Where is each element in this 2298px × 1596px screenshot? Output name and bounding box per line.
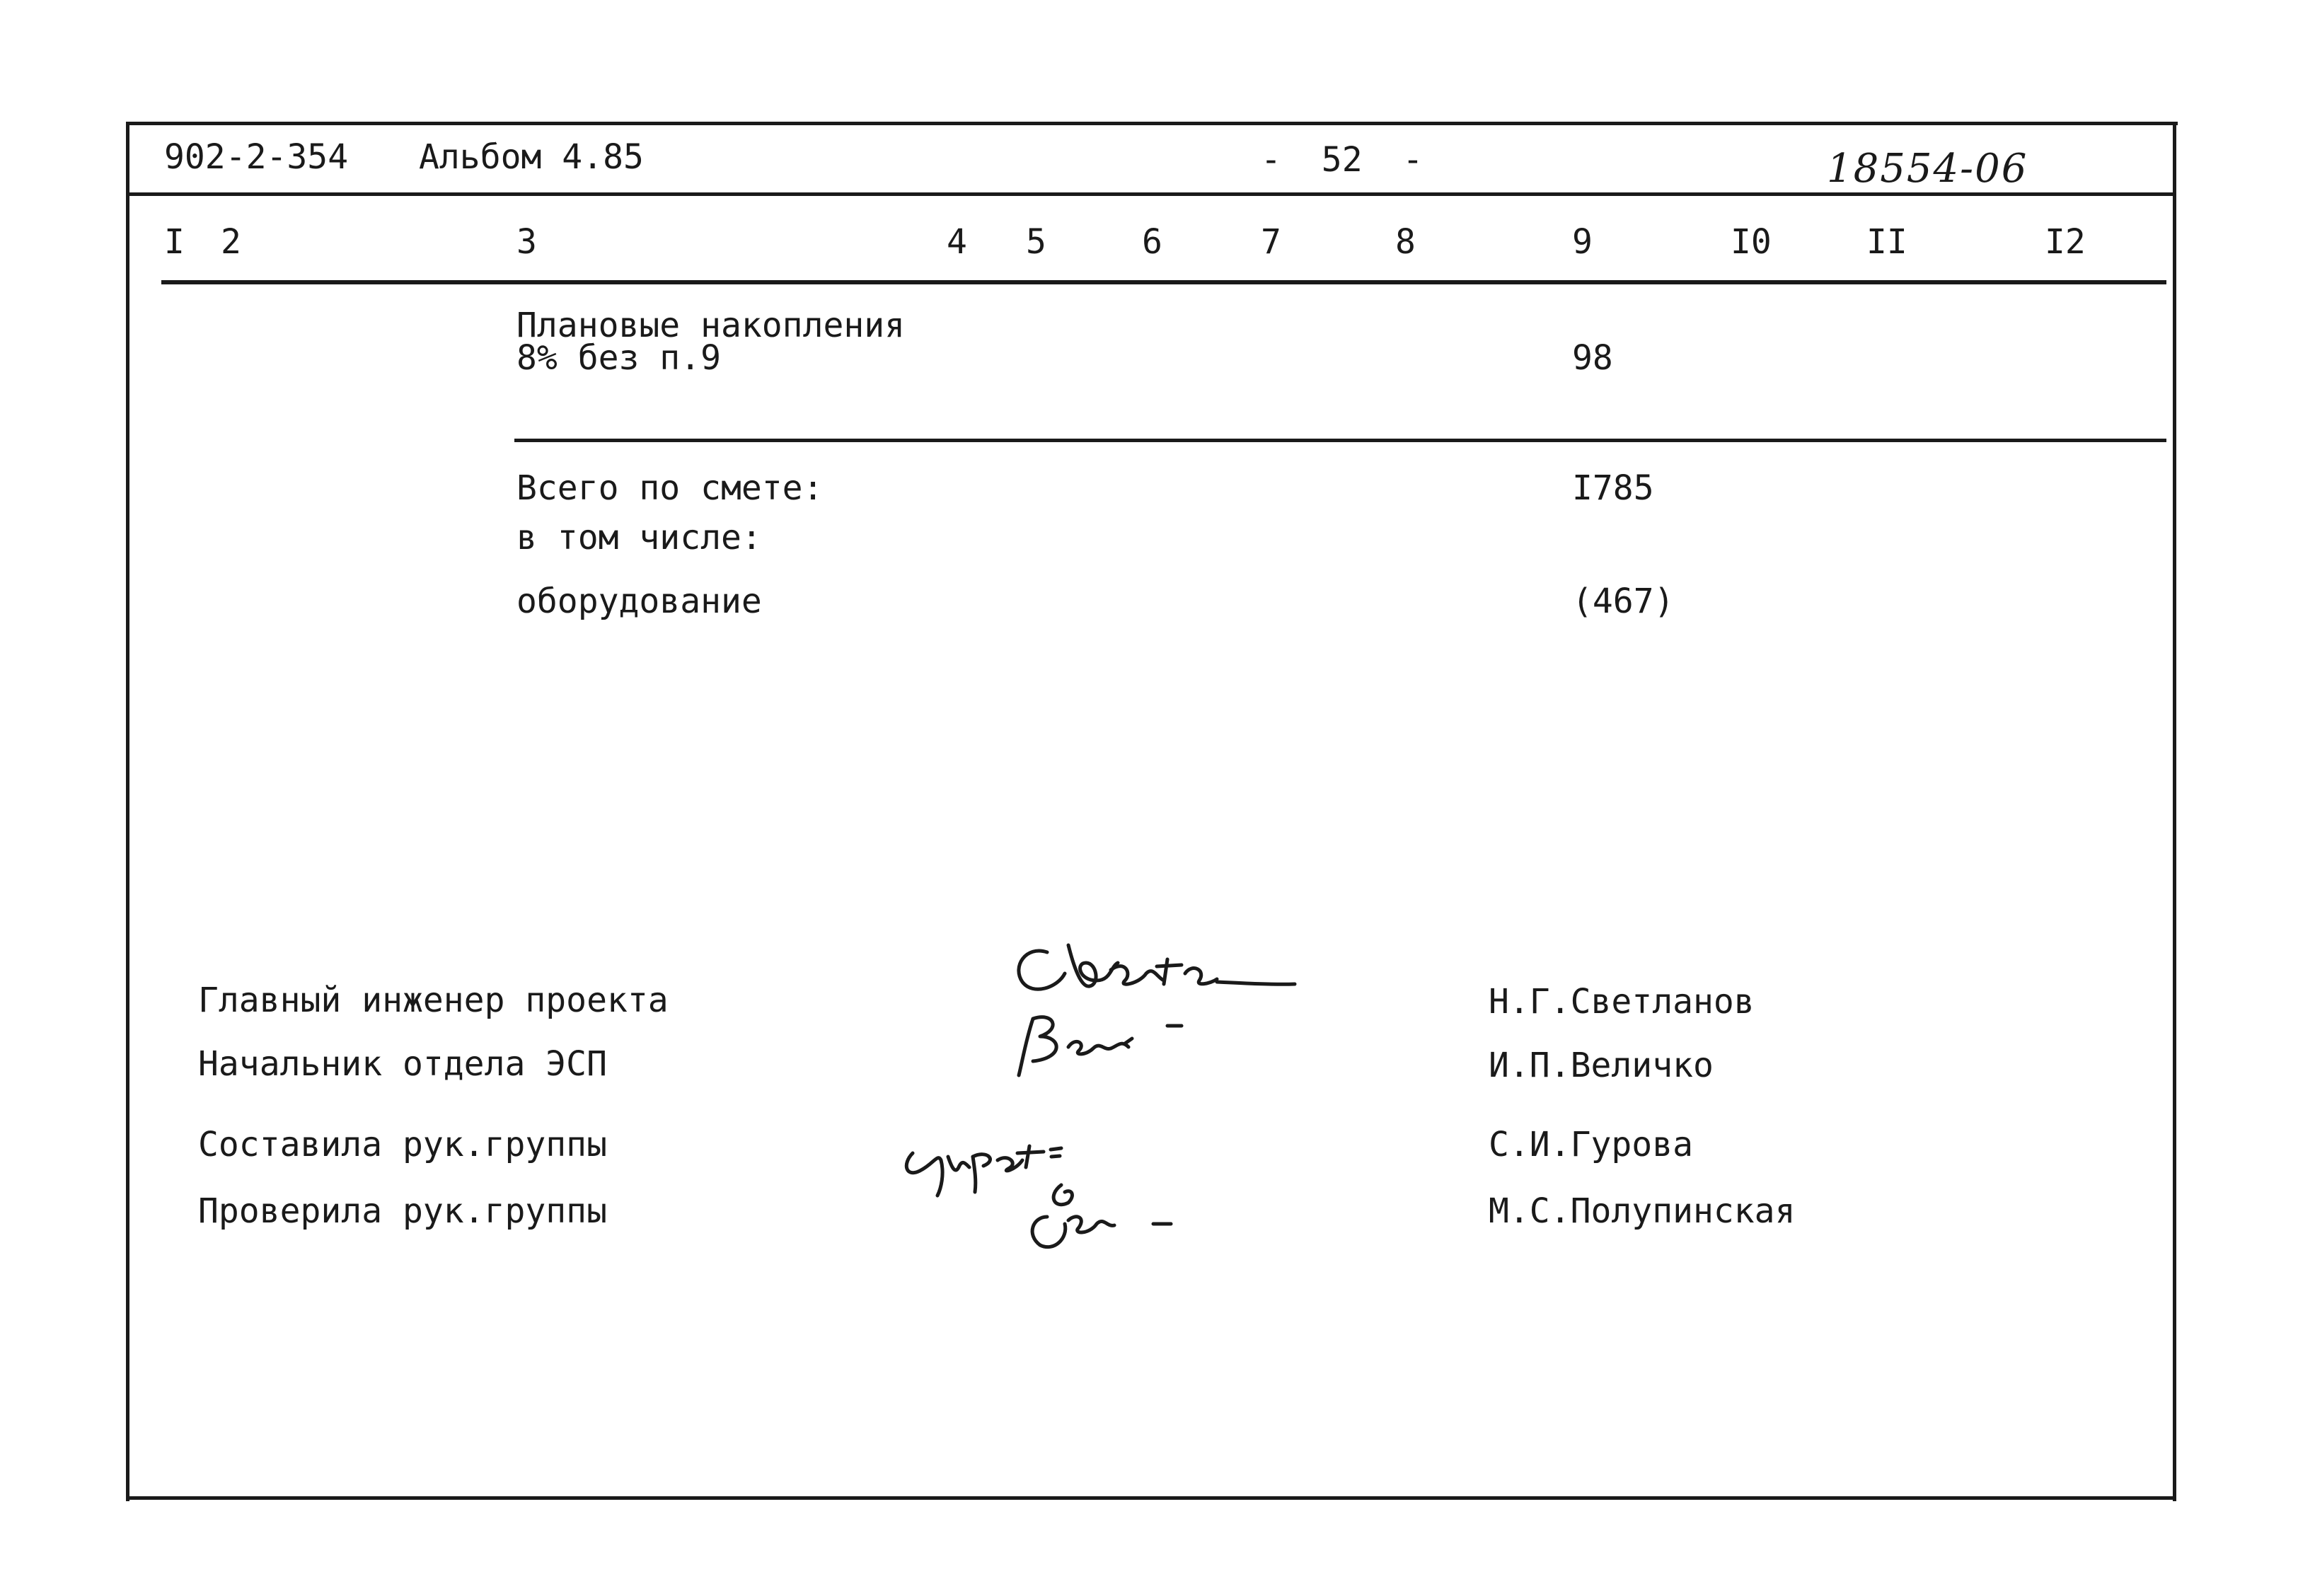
signatory-name-chief-engineer: Н.Г.Светланов [1489, 982, 1755, 1022]
subtotal-divider [514, 439, 2166, 442]
signatory-name-checked-by: М.С.Полупинская [1489, 1191, 1796, 1231]
including-label: в том числе: [516, 518, 762, 557]
column-number-6: 6 [1142, 222, 1162, 262]
signatory-position-chief-engineer: Главный инженер проекта [198, 981, 669, 1020]
handwritten-document-number: 18554-06 [1827, 146, 2028, 192]
equipment-value: (467) [1572, 582, 1675, 621]
frame-right-line [2173, 122, 2176, 1501]
planned-savings-label-line2: 8% без п.9 [516, 338, 721, 378]
column-number-2: 2 [221, 222, 241, 262]
column-numbers-divider [161, 280, 2166, 284]
frame-bottom-line [126, 1496, 2176, 1500]
signature-department-head [1005, 1005, 1217, 1082]
column-number-12: I2 [2045, 222, 2086, 262]
document-code: 902-2-354 [164, 137, 349, 177]
signatory-name-department-head: И.П.Величко [1489, 1046, 1714, 1085]
column-number-3: 3 [516, 222, 537, 262]
planned-savings-label-line1: Плановые накопления [516, 306, 906, 345]
signatory-position-checked-by: Проверила рук.группы [198, 1191, 607, 1231]
estimate-total-value: I785 [1572, 468, 1654, 508]
signatory-position-compiled-by: Составила рук.группы [198, 1125, 607, 1164]
signatory-name-compiled-by: С.И.Гурова [1489, 1125, 1693, 1164]
signatory-position-department-head: Начальник отдела ЭСП [198, 1044, 607, 1084]
column-number-11: II [1866, 222, 1907, 262]
frame-top-line [127, 122, 2178, 125]
frame-left-line [126, 122, 129, 1501]
column-number-10: I0 [1731, 222, 1772, 262]
column-number-1: I [164, 222, 185, 262]
album-label: Альбом 4.85 [419, 137, 644, 177]
column-number-8: 8 [1395, 222, 1416, 262]
column-number-4: 4 [947, 222, 967, 262]
column-number-5: 5 [1026, 222, 1046, 262]
page-number: - 52 - [1261, 140, 1424, 180]
header-divider [127, 192, 2175, 196]
column-number-9: 9 [1572, 222, 1593, 262]
estimate-total-label: Всего по смете: [516, 468, 824, 508]
planned-savings-value: 98 [1572, 338, 1613, 378]
column-number-7: 7 [1261, 222, 1281, 262]
signature-chief-engineer [1005, 931, 1302, 1016]
equipment-label: оборудование [516, 582, 762, 621]
signature-checked-by [1005, 1174, 1217, 1259]
